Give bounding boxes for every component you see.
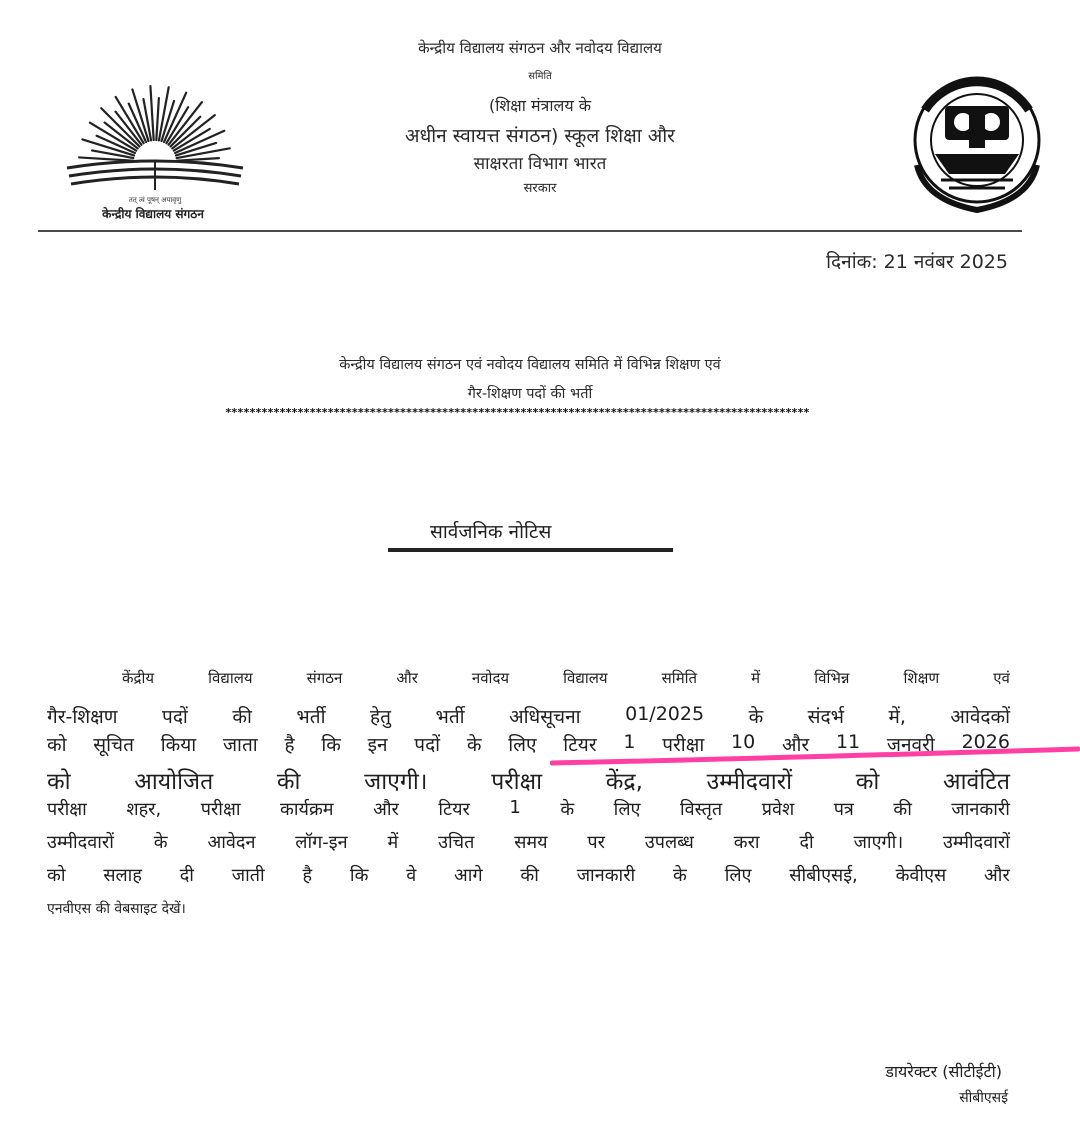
paragraph-word: की — [232, 706, 252, 728]
paragraph-word: दी — [179, 865, 194, 886]
paragraph-word: में — [387, 832, 399, 853]
paragraph-word: 10 — [731, 731, 756, 753]
paragraph-word: और — [373, 799, 399, 820]
paragraph-word: कि — [349, 865, 369, 886]
paragraph-word: जाएगी। — [364, 769, 428, 795]
paragraph-word: आवंटित — [943, 769, 1010, 795]
header-line-5: साक्षरता विभाग भारत — [473, 154, 607, 174]
paragraph-word: समय — [514, 832, 548, 853]
paragraph-word: भर्ती — [296, 706, 326, 728]
paragraph-word: की — [276, 769, 301, 795]
paragraph-word: आयोजित — [134, 769, 214, 795]
paragraph-word: केंद्रीय — [122, 669, 155, 687]
paragraph-word: उम्मीदवारों — [943, 832, 1010, 853]
header-divider — [38, 230, 1022, 232]
paragraph-word: वे — [406, 865, 417, 886]
paragraph-word: 11 — [835, 731, 861, 753]
paragraph-word: और — [781, 734, 810, 756]
paragraph-line-1 — [122, 668, 1010, 688]
paragraph-word: प्रवेश — [761, 799, 795, 820]
paragraph-word: परीक्षा — [662, 734, 705, 756]
paragraph-word: जाती — [231, 865, 265, 886]
paragraph-word: की — [520, 865, 539, 886]
signature-org: सीबीएसई — [959, 1090, 1008, 1106]
header-line-3: (शिक्षा मंत्रालय के — [488, 96, 591, 115]
paragraph-word: जानकारी — [576, 865, 636, 886]
paragraph-word: आगे — [454, 865, 483, 886]
paragraph-word: के — [748, 706, 764, 728]
paragraph-word: उम्मीदवारों — [706, 769, 793, 795]
paragraph-word: जाएगी। — [853, 832, 904, 853]
kvs-sun-book-logo-icon — [55, 70, 255, 225]
paragraph-line-7 — [47, 863, 1010, 887]
paragraph-word: में, — [888, 706, 906, 728]
paragraph-line-6 — [47, 830, 1010, 854]
subject-line-1: केन्द्रीय विद्यालय संगठन एवं नवोदय विद्यालय समिति में विभिन्न शिक्षण एवं — [339, 357, 721, 373]
header-line-4: अधीन स्वायत्त संगठन) स्कूल शिक्षा और — [405, 125, 675, 147]
paragraph-word: सूचित — [93, 734, 134, 756]
paragraph-word: के — [466, 734, 482, 756]
paragraph-word: है — [302, 865, 313, 886]
paragraph-word: विद्यालय — [208, 669, 253, 687]
paragraph-word: हेतु — [370, 706, 391, 728]
paragraph-word: को — [47, 865, 66, 886]
paragraph-word: को — [855, 769, 880, 795]
paragraph-word: शहर, — [126, 799, 162, 820]
paragraph-word: उपलब्ध — [644, 832, 694, 853]
paragraph-word: आवेदकों — [950, 706, 1010, 728]
paragraph-word: सलाह — [103, 865, 142, 886]
paragraph-word: दी — [799, 832, 814, 853]
paragraph-word: अधिसूचना — [509, 706, 581, 728]
kvs-logo — [55, 70, 255, 225]
paragraph-word: विद्यालय — [563, 669, 608, 687]
header-samiti: समिति — [528, 71, 552, 82]
paragraph-word: जानकारी — [951, 799, 1010, 820]
notice-date: दिनांक: 21 नवंबर 2025 — [826, 251, 1008, 273]
notice-title-underline — [388, 548, 673, 552]
paragraph-word: 2026 — [961, 731, 1010, 753]
paragraph-word: लिए — [613, 799, 641, 820]
signature-title: डायरेक्टर (सीटीईटी) — [885, 1062, 1002, 1081]
paragraph-word: भर्ती — [435, 706, 465, 728]
paragraph-word: और — [984, 865, 1010, 886]
navodaya-logo — [905, 70, 1050, 220]
paragraph-word: परीक्षा — [491, 769, 543, 795]
paragraph-word: को — [47, 734, 67, 756]
paragraph-word: पर — [587, 832, 606, 853]
paragraph-word: परीक्षा — [200, 799, 241, 820]
paragraph-word: शिक्षण — [903, 669, 940, 687]
header-org-line: केन्द्रीय विद्यालय संगठन और नवोदय विद्यालय — [418, 39, 662, 57]
kvs-logo-caption: केन्द्रीय विद्यालय संगठन — [102, 207, 204, 221]
paragraph-word: के — [153, 832, 168, 853]
paragraph-word: टियर — [563, 734, 597, 756]
paragraph-word: के — [560, 799, 575, 820]
paragraph-word: टियर — [438, 799, 470, 820]
paragraph-word: और — [396, 669, 418, 687]
navodaya-emblem-icon — [905, 70, 1050, 220]
paragraph-word: 1 — [509, 797, 521, 818]
paragraph-word: में — [751, 669, 761, 687]
paragraph-word: विस्तृत — [680, 799, 723, 820]
paragraph-word: जाता — [222, 734, 258, 756]
paragraph-word: पत्र — [833, 799, 854, 820]
paragraph-word: 01/2025 — [625, 703, 705, 725]
paragraph-word: संगठन — [306, 669, 343, 687]
paragraph-word: गैर-शिक्षण — [47, 706, 118, 728]
notice-title: सार्वजनिक नोटिस — [430, 521, 552, 543]
kvs-logo-motto: तत् त्वं पूषन् अपावृणु — [128, 196, 182, 204]
subject-line-2: गैर-शिक्षण पदों की भर्ती — [467, 386, 593, 402]
paragraph-word: है — [284, 734, 295, 756]
paragraph-word: परीक्षा — [47, 799, 87, 820]
paragraph-word: को — [47, 769, 71, 795]
paragraph-word: पदों — [414, 734, 441, 756]
header-line-6: सरकार — [523, 181, 557, 196]
paragraph-word: एनवीएस की वेबसाइट देखें। — [47, 901, 186, 917]
paragraph-line-8 — [47, 899, 1010, 918]
paragraph-word: आवेदन — [207, 832, 256, 853]
paragraph-word: सीबीएसई, — [789, 865, 858, 886]
paragraph-word: करा — [733, 832, 760, 853]
paragraph-word: 1 — [623, 731, 636, 753]
highlight-stroke — [550, 745, 1080, 775]
paragraph-word: उम्मीदवारों — [47, 832, 114, 853]
paragraph-word: संदर्भ — [807, 706, 844, 728]
paragraph-word: किया — [160, 734, 197, 756]
paragraph-line-5 — [47, 797, 1010, 821]
paragraph-word: कार्यक्रम — [280, 799, 334, 820]
paragraph-word: इन — [367, 734, 388, 756]
paragraph-line-2 — [47, 703, 1010, 729]
paragraph-word: जनवरी — [886, 734, 935, 756]
paragraph-word: पदों — [162, 706, 188, 728]
paragraph-word: के — [673, 865, 687, 886]
paragraph-word: लॉग-इन — [295, 832, 348, 853]
paragraph-word: केवीएस — [895, 865, 947, 886]
paragraph-word: नवोदय — [471, 669, 510, 687]
paragraph-word: की — [893, 799, 912, 820]
paragraph-word: एवं — [993, 669, 1010, 687]
paragraph-word: समिति — [661, 669, 698, 687]
paragraph-word: केंद्र, — [605, 769, 643, 795]
paragraph-word: उचित — [438, 832, 475, 853]
paragraph-word: लिए — [508, 734, 537, 756]
paragraph-word: कि — [321, 734, 341, 756]
paragraph-word: विभिन्न — [814, 669, 850, 687]
paragraph-word: लिए — [724, 865, 752, 886]
star-separator: ************************************************************************************************* — [225, 406, 810, 419]
